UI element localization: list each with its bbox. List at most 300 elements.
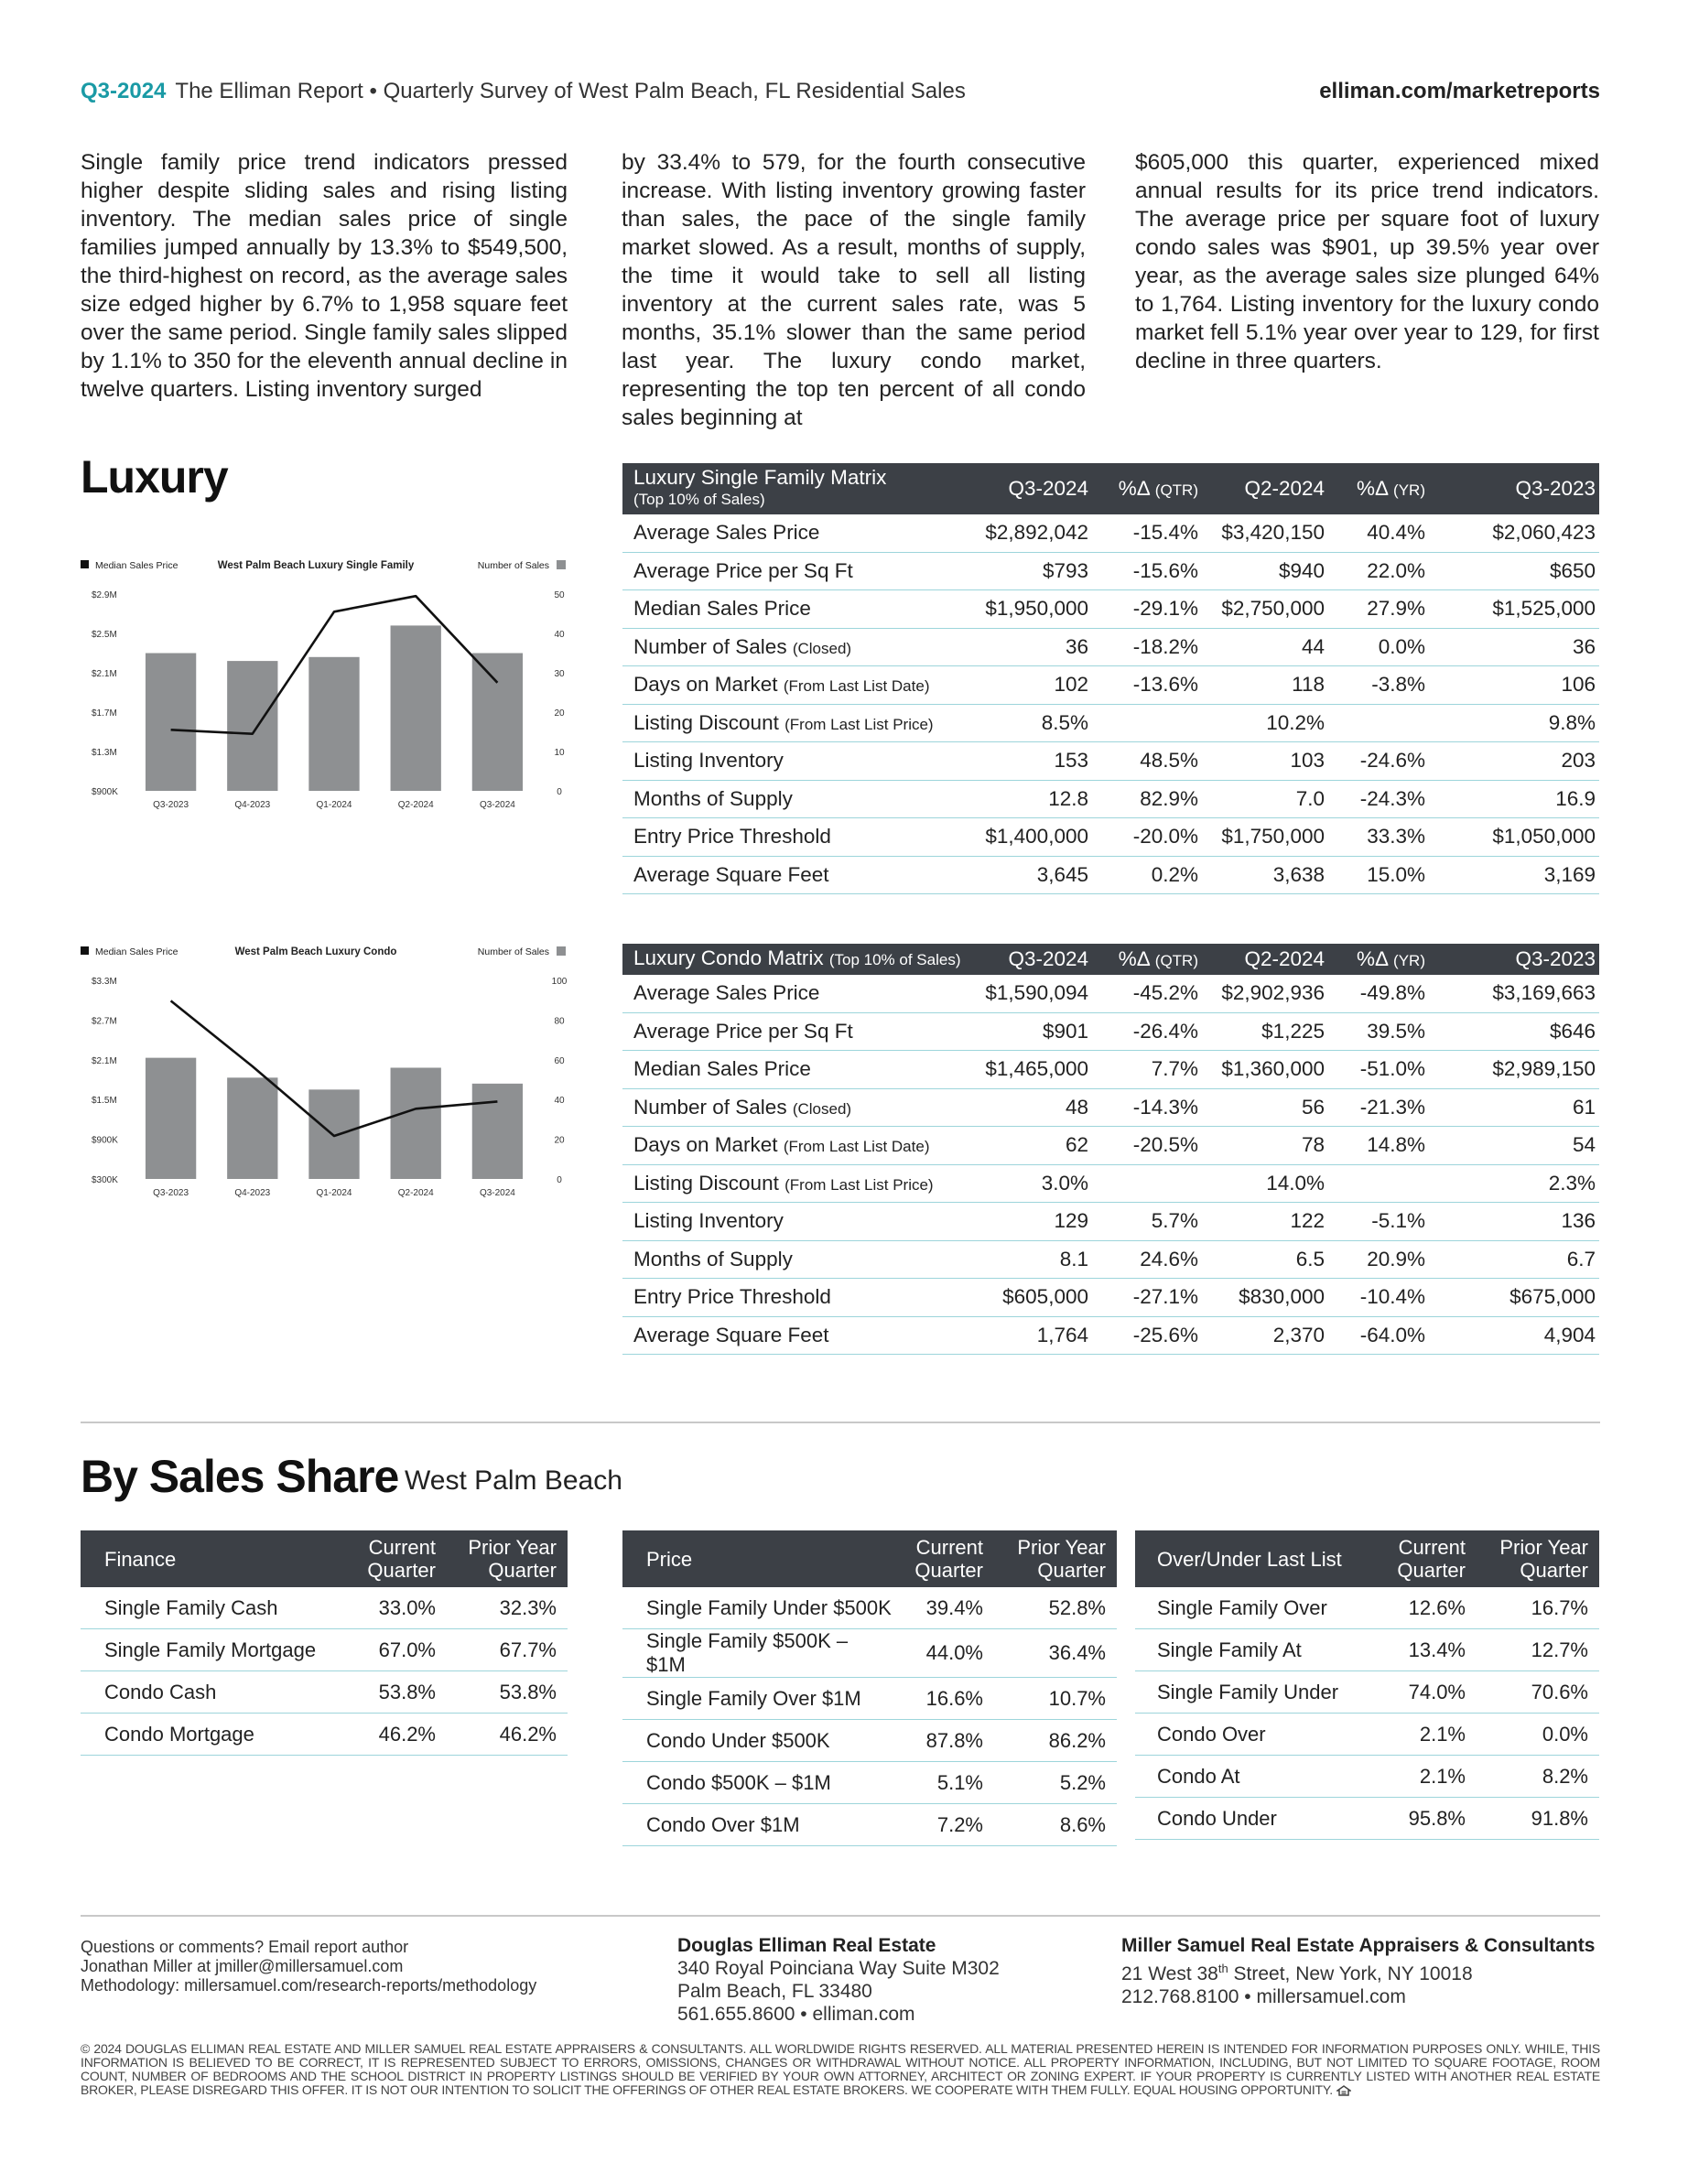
cell-value: 129 bbox=[979, 1203, 1092, 1241]
cell-value: -64.0% bbox=[1328, 1316, 1429, 1355]
matrix-row bbox=[622, 1316, 1599, 1355]
matrix-title-text: Luxury Single Family Matrix bbox=[633, 466, 887, 489]
cell-value: 3,645 bbox=[979, 856, 1092, 894]
col-head-pct-qtr bbox=[1092, 463, 1202, 514]
cell-value: $2,989,150 bbox=[1429, 1051, 1599, 1089]
col-head-pct-yr-note: (YR) bbox=[1393, 481, 1425, 499]
cell-value: $940 bbox=[1202, 552, 1328, 590]
cell-value: 102 bbox=[979, 666, 1092, 705]
elliman-address-1: 340 Royal Poinciana Way Suite M302 bbox=[677, 1958, 1000, 1979]
legend-swatch-sales bbox=[557, 946, 566, 956]
cell-value: 62 bbox=[979, 1127, 1092, 1165]
row-label-text: Average Sales Price bbox=[633, 981, 820, 1005]
x-tick-label: Q4-2023 bbox=[234, 800, 271, 810]
share-row bbox=[81, 1587, 568, 1629]
report-header bbox=[81, 79, 1600, 110]
cell-value: $1,525,000 bbox=[1429, 590, 1599, 629]
cell-value: 136 bbox=[1429, 1203, 1599, 1241]
share-value: 8.2% bbox=[1477, 1756, 1599, 1798]
row-label bbox=[622, 1316, 979, 1355]
legend-number-of-sales: Number of Sales bbox=[477, 560, 549, 571]
intro-col-3: $605,000 this quarter, experienced mixed annual results for its price trend indicators. The average price per square foot of luxury condo sales was $901, up 39.5% year over year, as the average sales size plunged 64% to 1,764. Listing inventory for the luxury condo market fell 5.1% year over year to 129, for first decline in three quarters. bbox=[1135, 150, 1599, 373]
row-label bbox=[622, 1164, 979, 1203]
cell-value: -25.6% bbox=[1092, 1316, 1202, 1355]
cell-value: 1,764 bbox=[979, 1316, 1092, 1355]
matrix-row bbox=[622, 742, 1599, 781]
cell-value: 3.0% bbox=[979, 1164, 1092, 1203]
legend-swatch-price bbox=[81, 560, 89, 568]
miller-name: Miller Samuel Real Estate Appraisers & Consultants bbox=[1121, 1935, 1596, 1956]
bar-number-of-sales bbox=[227, 1077, 277, 1179]
cell-value: 36 bbox=[979, 628, 1092, 666]
share-value: 91.8% bbox=[1477, 1798, 1599, 1840]
y-tick-right: 20 bbox=[554, 1135, 565, 1146]
share-row bbox=[81, 1714, 568, 1756]
current-quarter-head: Current Quarter bbox=[346, 1530, 447, 1587]
cell-value: $1,360,000 bbox=[1202, 1051, 1328, 1089]
cell-value: $605,000 bbox=[979, 1279, 1092, 1317]
cell-value: 48 bbox=[979, 1088, 1092, 1127]
miller-address-sup: th bbox=[1217, 1962, 1228, 1975]
report-title: The Elliman Report • Quarterly Survey of West Palm Beach, FL Residential Sales bbox=[175, 79, 966, 103]
share-value: 16.6% bbox=[903, 1678, 994, 1720]
current-quarter-head: Current Quarter bbox=[1381, 1530, 1477, 1587]
cell-value: 54 bbox=[1429, 1127, 1599, 1165]
current-quarter-head: Current Quarter bbox=[903, 1530, 994, 1587]
legend-swatch-price bbox=[81, 946, 89, 955]
matrix-subtitle: (Top 10% of Sales) bbox=[828, 951, 961, 968]
share-label: Condo $500K – $1M bbox=[622, 1762, 903, 1804]
row-label-note: (From Last List Date) bbox=[783, 677, 930, 696]
row-label-note: (From Last List Price) bbox=[784, 715, 934, 733]
cell-value: $2,902,936 bbox=[1202, 975, 1328, 1012]
bar-number-of-sales bbox=[472, 654, 523, 792]
cell-value: $1,225 bbox=[1202, 1012, 1328, 1051]
luxury-condo-chart bbox=[79, 939, 573, 1216]
row-label-note: (From Last List Price) bbox=[784, 1175, 934, 1194]
share-label: Single Family At bbox=[1135, 1629, 1381, 1671]
cell-value: 14.0% bbox=[1202, 1164, 1328, 1203]
cell-value: 3,638 bbox=[1202, 856, 1328, 894]
cell-value: $2,750,000 bbox=[1202, 590, 1328, 629]
prior-year-quarter-head: Prior Year Quarter bbox=[1477, 1530, 1599, 1587]
elliman-name: Douglas Elliman Real Estate bbox=[677, 1935, 936, 1956]
col-head-pct-yr-label: %Δ bbox=[1356, 947, 1388, 970]
cell-value: -18.2% bbox=[1092, 628, 1202, 666]
share-row bbox=[622, 1762, 1117, 1804]
x-tick-label: Q3-2023 bbox=[153, 800, 189, 810]
y-tick-left: $2.1M bbox=[92, 669, 117, 679]
cell-value: 48.5% bbox=[1092, 742, 1202, 781]
row-label bbox=[622, 818, 979, 857]
share-label: Condo Over bbox=[1135, 1714, 1381, 1756]
share-value: 67.0% bbox=[346, 1629, 447, 1671]
row-label bbox=[622, 742, 979, 781]
legend-median-sales-price: Median Sales Price bbox=[95, 560, 179, 571]
cell-value: $793 bbox=[979, 552, 1092, 590]
footer-elliman bbox=[677, 1934, 1080, 2026]
cell-value: $650 bbox=[1429, 552, 1599, 590]
cell-value: -45.2% bbox=[1092, 975, 1202, 1012]
matrix-row bbox=[622, 552, 1599, 590]
share-value: 32.3% bbox=[447, 1587, 568, 1629]
share-value: 8.6% bbox=[994, 1804, 1117, 1846]
cell-value: 12.8 bbox=[979, 780, 1092, 818]
col-head-q3-2023: Q3-2023 bbox=[1429, 944, 1599, 975]
report-url[interactable]: elliman.com/marketreports bbox=[1319, 79, 1600, 103]
y-tick-left: $2.9M bbox=[92, 590, 117, 600]
over-under-head: Over/Under Last List bbox=[1135, 1530, 1381, 1587]
matrix-row bbox=[622, 1051, 1599, 1089]
share-value: 10.7% bbox=[994, 1678, 1117, 1720]
share-value: 33.0% bbox=[346, 1587, 447, 1629]
cell-value: 2,370 bbox=[1202, 1316, 1328, 1355]
row-label bbox=[622, 514, 979, 552]
row-label-text: Average Sales Price bbox=[633, 521, 820, 545]
cell-value: 56 bbox=[1202, 1088, 1328, 1127]
matrix-row bbox=[622, 666, 1599, 705]
matrix-row bbox=[622, 1240, 1599, 1279]
x-tick-label: Q3-2024 bbox=[479, 800, 515, 810]
row-label-text: Average Price per Sq Ft bbox=[633, 558, 853, 582]
row-label-text: Entry Price Threshold bbox=[633, 825, 831, 849]
cell-value: $830,000 bbox=[1202, 1279, 1328, 1317]
x-tick-label: Q3-2024 bbox=[479, 1188, 515, 1198]
y-tick-right: 10 bbox=[554, 748, 565, 758]
cell-value: 8.1 bbox=[979, 1240, 1092, 1279]
cell-value: -3.8% bbox=[1328, 666, 1429, 705]
cell-value: $646 bbox=[1429, 1012, 1599, 1051]
share-row bbox=[1135, 1587, 1599, 1629]
cell-value bbox=[1092, 704, 1202, 742]
cell-value: -20.5% bbox=[1092, 1127, 1202, 1165]
share-label: Single Family Over bbox=[1135, 1587, 1381, 1629]
cell-value bbox=[1328, 1164, 1429, 1203]
row-label-text: Number of Sales bbox=[633, 634, 787, 658]
share-value: 87.8% bbox=[903, 1720, 994, 1762]
cell-value: 36 bbox=[1429, 628, 1599, 666]
col-head-q3-2024: Q3-2024 bbox=[979, 463, 1092, 514]
row-label-text: Average Square Feet bbox=[633, 862, 829, 886]
cell-value: -26.4% bbox=[1092, 1012, 1202, 1051]
matrix-row bbox=[622, 1203, 1599, 1241]
matrix-title bbox=[622, 944, 979, 975]
bar-number-of-sales bbox=[146, 1058, 196, 1179]
y-tick-left: $2.5M bbox=[92, 630, 117, 640]
footer-questions-line: Questions or comments? Email report author bbox=[81, 1938, 409, 1956]
share-value: 16.7% bbox=[1477, 1587, 1599, 1629]
cell-value: 9.8% bbox=[1429, 704, 1599, 742]
col-head-pct-qtr-label: %Δ bbox=[1118, 947, 1150, 970]
cell-value: -24.6% bbox=[1328, 742, 1429, 781]
cell-value: 78 bbox=[1202, 1127, 1328, 1165]
y-tick-left: $2.1M bbox=[92, 1055, 117, 1066]
cell-value: 33.3% bbox=[1328, 818, 1429, 857]
cell-value: 153 bbox=[979, 742, 1092, 781]
cell-value: -15.6% bbox=[1092, 552, 1202, 590]
row-label bbox=[622, 704, 979, 742]
cell-value: -20.0% bbox=[1092, 818, 1202, 857]
cell-value: 44 bbox=[1202, 628, 1328, 666]
bar-number-of-sales bbox=[227, 661, 277, 791]
cell-value: $675,000 bbox=[1429, 1279, 1599, 1317]
row-label-text: Listing Discount bbox=[633, 1171, 779, 1195]
bar-number-of-sales bbox=[391, 1067, 441, 1179]
share-label: Condo Under bbox=[1135, 1798, 1381, 1840]
y-tick-left: $300K bbox=[92, 1175, 118, 1185]
legend-median-sales-price: Median Sales Price bbox=[95, 946, 179, 957]
matrix-row bbox=[622, 1164, 1599, 1203]
x-tick-label: Q4-2023 bbox=[234, 1188, 271, 1198]
intro-col-2: by 33.4% to 579, for the fourth consecutive increase. With listing inventory growing faster than sales, the pace of the single family market slowed. As a result, months of supply, the time it would take to sell all listing inventory at the current sales rate, was 5 months, 35.1% slower than the same period last year. The luxury condo market, representing the top ten percent of all condo sales beginning at bbox=[622, 150, 1086, 430]
intro-col-1: Single family price trend indicators pressed higher despite sliding sales and rising listing inventory. The median sales price of single families jumped annually by 13.3% to $549,500, the third-highest on record, as the average sales size edged higher by 6.7% to 1,958 square feet over the same period. Single family sales slipped by 1.1% to 350 for the eleventh annual decline in twelve quarters. Listing inventory surged bbox=[81, 150, 568, 402]
miller-address-a: 21 West 38 bbox=[1121, 1963, 1218, 1984]
share-value: 53.8% bbox=[447, 1671, 568, 1714]
cell-value: 82.9% bbox=[1092, 780, 1202, 818]
bar-number-of-sales bbox=[308, 657, 359, 791]
share-value: 70.6% bbox=[1477, 1671, 1599, 1714]
cell-value: $901 bbox=[979, 1012, 1092, 1051]
y-tick-right: 50 bbox=[554, 590, 565, 600]
cell-value: 24.6% bbox=[1092, 1240, 1202, 1279]
cell-value bbox=[1092, 1164, 1202, 1203]
share-row bbox=[1135, 1671, 1599, 1714]
share-row bbox=[622, 1678, 1117, 1720]
share-label: Single Family Under bbox=[1135, 1671, 1381, 1714]
chart-title: West Palm Beach Luxury Single Family bbox=[217, 560, 415, 571]
col-head-pct-yr bbox=[1328, 463, 1429, 514]
col-head-pct-yr bbox=[1328, 944, 1429, 975]
share-value: 46.2% bbox=[447, 1714, 568, 1756]
y-tick-right: 100 bbox=[551, 977, 568, 987]
row-label-text: Days on Market bbox=[633, 673, 778, 697]
col-head-q3-2023: Q3-2023 bbox=[1429, 463, 1599, 514]
share-value: 12.6% bbox=[1381, 1587, 1477, 1629]
cell-value: -27.1% bbox=[1092, 1279, 1202, 1317]
cell-value: 2.3% bbox=[1429, 1164, 1599, 1203]
share-label: Single Family Mortgage bbox=[81, 1629, 346, 1671]
matrix-row bbox=[622, 1088, 1599, 1127]
col-head-pct-qtr-label: %Δ bbox=[1118, 477, 1150, 500]
matrix-row bbox=[622, 1279, 1599, 1317]
legal-disclaimer bbox=[81, 2042, 1600, 2097]
bar-number-of-sales bbox=[146, 654, 196, 792]
cell-value: $1,950,000 bbox=[979, 590, 1092, 629]
legal-text: © 2024 DOUGLAS ELLIMAN REAL ESTATE AND MILLER SAMUEL REAL ESTATE APPRAISERS & CONSULTANTS. ALL WORLDWIDE RIGHTS RESERVED. ALL MATERIAL PRESENTED HEREIN IS INTENDED FOR INFORMATION PURPOSES ONLY. WHILE, THIS INFORMATION IS BELIEVED TO BE CORRECT, IT IS REPRESENTED SUBJECT TO ERRORS, OMISSIONS, CHANGES OR WITHDRAWAL WITHOUT NOTICE. ALL PROPERTY INFORMATION, INCLUDING, BUT NOT LIMITED TO SQUARE FOOTAGE, ROOM COUNT, NUMBER OF BEDROOMS AND THE SCHOOL DISTRICT IN PROPERTY LISTINGS SHOULD BE VERIFIED BY YOUR OWN ATTORNEY, ARCHITECT OR ZONING EXPERT. IF YOUR PROPERTY IS CURRENTLY LISTED WITH ANOTHER REAL ESTATE BROKER, PLEASE DISREGARD THIS OFFER. IT IS NOT OUR INTENTION TO SOLICIT THE OFFERINGS OF OTHER REAL ESTATE BROKERS. WE COOPERATE WITH THEM FULLY. EQUAL HOUSING OPPORTUNITY. bbox=[81, 2041, 1600, 2097]
cell-value: 122 bbox=[1202, 1203, 1328, 1241]
row-label bbox=[622, 1012, 979, 1051]
col-head-pct-yr-label: %Δ bbox=[1356, 477, 1388, 500]
share-value: 13.4% bbox=[1381, 1629, 1477, 1671]
cell-value: 103 bbox=[1202, 742, 1328, 781]
row-label bbox=[622, 1240, 979, 1279]
x-tick-label: Q3-2023 bbox=[153, 1188, 189, 1198]
y-tick-right: 40 bbox=[554, 630, 565, 640]
finance-share-table bbox=[81, 1530, 568, 1756]
cell-value: 0.2% bbox=[1092, 856, 1202, 894]
cell-value: -15.4% bbox=[1092, 514, 1202, 552]
share-value: 2.1% bbox=[1381, 1756, 1477, 1798]
row-label-note: (From Last List Date) bbox=[783, 1138, 930, 1156]
footer-divider bbox=[81, 1915, 1600, 1917]
matrix-row bbox=[622, 818, 1599, 857]
cell-value: -29.1% bbox=[1092, 590, 1202, 629]
cell-value: -49.8% bbox=[1328, 975, 1429, 1012]
share-label: Single Family Cash bbox=[81, 1587, 346, 1629]
row-label bbox=[622, 1127, 979, 1165]
miller-contact: 212.768.8100 • millersamuel.com bbox=[1121, 1986, 1406, 2007]
share-row bbox=[622, 1804, 1117, 1846]
bar-number-of-sales bbox=[308, 1089, 359, 1179]
row-label bbox=[622, 1051, 979, 1089]
matrix-row bbox=[622, 975, 1599, 1012]
share-label: Condo Under $500K bbox=[622, 1720, 903, 1762]
luxury-single-family-chart bbox=[79, 553, 573, 827]
matrix-row bbox=[622, 514, 1599, 552]
footer-questions bbox=[81, 1938, 593, 1995]
footer-methodology-line[interactable]: Methodology: millersamuel.com/research-reports/methodology bbox=[81, 1976, 537, 1995]
bar-number-of-sales bbox=[472, 1084, 523, 1179]
row-label-text: Listing Inventory bbox=[633, 1209, 784, 1233]
y-tick-left: $1.7M bbox=[92, 708, 117, 719]
col-head-q3-2024: Q3-2024 bbox=[979, 944, 1092, 975]
share-row bbox=[1135, 1714, 1599, 1756]
share-value: 7.2% bbox=[903, 1804, 994, 1846]
cell-value: $1,465,000 bbox=[979, 1051, 1092, 1089]
share-value: 5.1% bbox=[903, 1762, 994, 1804]
col-head-pct-yr-note: (YR) bbox=[1393, 952, 1425, 969]
y-tick-right: 20 bbox=[554, 708, 565, 719]
matrix-row bbox=[622, 628, 1599, 666]
cell-value: $2,060,423 bbox=[1429, 514, 1599, 552]
share-row bbox=[622, 1629, 1117, 1678]
y-tick-left: $2.7M bbox=[92, 1016, 117, 1027]
cell-value: -24.3% bbox=[1328, 780, 1429, 818]
share-value: 67.7% bbox=[447, 1629, 568, 1671]
row-label-text: Listing Discount bbox=[633, 710, 779, 734]
cell-value: $1,050,000 bbox=[1429, 818, 1599, 857]
cell-value: 3,169 bbox=[1429, 856, 1599, 894]
row-label-text: Average Price per Sq Ft bbox=[633, 1019, 853, 1043]
share-value: 36.4% bbox=[994, 1629, 1117, 1678]
cell-value: $1,590,094 bbox=[979, 975, 1092, 1012]
y-tick-left: $1.5M bbox=[92, 1096, 117, 1107]
cell-value: 8.5% bbox=[979, 704, 1092, 742]
cell-value: 4,904 bbox=[1429, 1316, 1599, 1355]
cell-value: -51.0% bbox=[1328, 1051, 1429, 1089]
matrix-row bbox=[622, 1127, 1599, 1165]
cell-value: 106 bbox=[1429, 666, 1599, 705]
x-tick-label: Q1-2024 bbox=[316, 1188, 352, 1198]
share-value: 74.0% bbox=[1381, 1671, 1477, 1714]
row-label-text: Average Square Feet bbox=[633, 1323, 829, 1346]
x-tick-label: Q2-2024 bbox=[397, 800, 434, 810]
share-value: 52.8% bbox=[994, 1587, 1117, 1629]
share-label: Single Family Under $500K bbox=[622, 1587, 903, 1629]
row-label-text: Listing Inventory bbox=[633, 749, 784, 773]
price-head: Price bbox=[622, 1530, 903, 1587]
share-value: 44.0% bbox=[903, 1629, 994, 1678]
share-value: 86.2% bbox=[994, 1720, 1117, 1762]
cell-value: -14.3% bbox=[1092, 1088, 1202, 1127]
share-value: 95.8% bbox=[1381, 1798, 1477, 1840]
row-label-text: Median Sales Price bbox=[633, 597, 811, 621]
share-row bbox=[622, 1720, 1117, 1762]
y-tick-left: $900K bbox=[92, 1135, 118, 1146]
equal-housing-icon bbox=[1336, 2085, 1351, 2096]
col-head-pct-qtr-note: (QTR) bbox=[1154, 952, 1198, 969]
matrix-row bbox=[622, 856, 1599, 894]
elliman-address-2: Palm Beach, FL 33480 bbox=[677, 1981, 872, 2002]
prior-year-quarter-head: Prior Year Quarter bbox=[447, 1530, 568, 1587]
miller-address-b: Street, New York, NY 10018 bbox=[1228, 1963, 1473, 1984]
row-label bbox=[622, 666, 979, 705]
cell-value: 20.9% bbox=[1328, 1240, 1429, 1279]
x-tick-label: Q1-2024 bbox=[316, 800, 352, 810]
matrix-row bbox=[622, 590, 1599, 629]
chart-title: West Palm Beach Luxury Condo bbox=[234, 946, 397, 957]
cell-value: 16.9 bbox=[1429, 780, 1599, 818]
share-value: 12.7% bbox=[1477, 1629, 1599, 1671]
row-label bbox=[622, 552, 979, 590]
row-label-text: Months of Supply bbox=[633, 786, 793, 810]
cell-value bbox=[1328, 704, 1429, 742]
row-label-note: (Closed) bbox=[792, 1099, 852, 1118]
cell-value: 5.7% bbox=[1092, 1203, 1202, 1241]
row-label bbox=[622, 975, 979, 1012]
share-label: Single Family $500K – $1M bbox=[622, 1629, 903, 1678]
share-value: 53.8% bbox=[346, 1671, 447, 1714]
row-label-text: Median Sales Price bbox=[633, 1057, 811, 1081]
cell-value: 27.9% bbox=[1328, 590, 1429, 629]
sales-share-title: By Sales Share bbox=[81, 1451, 399, 1502]
share-value: 46.2% bbox=[346, 1714, 447, 1756]
luxury-title: Luxury bbox=[81, 451, 228, 503]
share-label: Condo Over $1M bbox=[622, 1804, 903, 1846]
footer-miller-samuel bbox=[1121, 1934, 1601, 2008]
y-tick-right: 80 bbox=[554, 1016, 565, 1027]
cell-value: 6.5 bbox=[1202, 1240, 1328, 1279]
matrix-subtitle: (Top 10% of Sales) bbox=[633, 491, 765, 508]
x-tick-label: Q2-2024 bbox=[397, 1188, 434, 1198]
cell-value: $1,400,000 bbox=[979, 818, 1092, 857]
share-value: 0.0% bbox=[1477, 1714, 1599, 1756]
row-label-text: Number of Sales bbox=[633, 1095, 787, 1119]
row-label bbox=[622, 856, 979, 894]
price-share-table bbox=[622, 1530, 1117, 1846]
matrix-row bbox=[622, 704, 1599, 742]
row-label bbox=[622, 1203, 979, 1241]
y-tick-right: 30 bbox=[554, 669, 565, 679]
row-label bbox=[622, 1088, 979, 1127]
y-tick-right: 0 bbox=[557, 787, 562, 797]
y-tick-right: 0 bbox=[557, 1175, 562, 1185]
cell-value: $3,169,663 bbox=[1429, 975, 1599, 1012]
cell-value: -21.3% bbox=[1328, 1088, 1429, 1127]
miller-address bbox=[1121, 1957, 1601, 1985]
cell-value: 22.0% bbox=[1328, 552, 1429, 590]
cell-value: 40.4% bbox=[1328, 514, 1429, 552]
share-value: 5.2% bbox=[994, 1762, 1117, 1804]
row-label-text: Months of Supply bbox=[633, 1247, 793, 1270]
footer-author-line[interactable]: Jonathan Miller at jmiller@millersamuel.com bbox=[81, 1957, 404, 1975]
cell-value: $1,750,000 bbox=[1202, 818, 1328, 857]
cell-value: 0.0% bbox=[1328, 628, 1429, 666]
share-label: Condo Mortgage bbox=[81, 1714, 346, 1756]
bar-number-of-sales bbox=[391, 625, 441, 791]
col-head-q2-2024: Q2-2024 bbox=[1202, 944, 1328, 975]
share-row bbox=[1135, 1629, 1599, 1671]
